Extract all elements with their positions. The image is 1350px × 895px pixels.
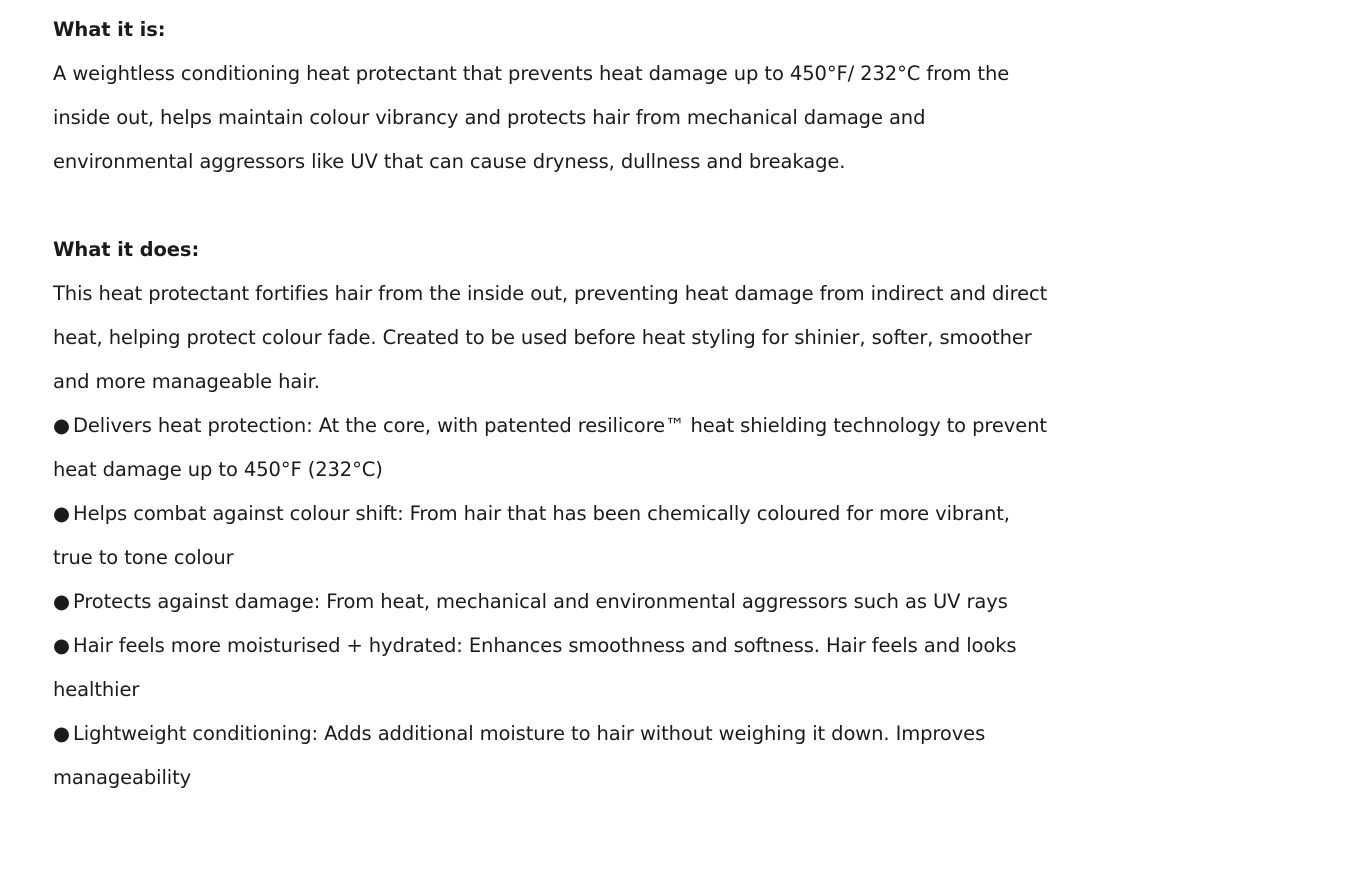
product-description — [53, 8, 1053, 800]
bullet-icon: ● — [53, 590, 70, 613]
section-spacer — [53, 184, 1053, 228]
what-it-is-heading: What it is: — [53, 18, 166, 41]
list-item-text: Lightweight conditioning: Adds additional moisture to hair without weighing it down. Improves manageability — [53, 722, 986, 789]
bullet-icon: ● — [53, 414, 70, 437]
list-item — [53, 580, 1053, 624]
benefits-list — [53, 404, 1053, 800]
list-item-text: Helps combat against colour shift: From hair that has been chemically coloured for more vibrant, true to tone colour — [53, 502, 1010, 569]
list-item — [53, 624, 1053, 712]
what-it-is-body: A weightless conditioning heat protectant that prevents heat damage up to 450°F/ 232°C from the inside out, helps maintain colour vibrancy and protects hair from mechanical damage and environmental aggressors like UV that can cause dryness, dullness and breakage. — [53, 62, 1010, 173]
list-item — [53, 404, 1053, 492]
list-item — [53, 492, 1053, 580]
what-it-does-heading: What it does: — [53, 238, 200, 261]
list-item-text: Delivers heat protection: At the core, with patented resilicore™ heat shielding technology to prevent heat damage up to 450°F (232°C) — [53, 414, 1047, 481]
bullet-icon: ● — [53, 634, 70, 657]
bullet-icon: ● — [53, 502, 70, 525]
list-item — [53, 712, 1053, 800]
bullet-icon: ● — [53, 722, 70, 745]
list-item-text: Hair feels more moisturised + hydrated: Enhances smoothness and softness. Hair feels and looks healthier — [53, 634, 1017, 701]
list-item-text: Protects against damage: From heat, mechanical and environmental aggressors such as UV rays — [73, 590, 1008, 613]
what-it-does-body: This heat protectant fortifies hair from the inside out, preventing heat damage from indirect and direct heat, helping protect colour fade. Created to be used before heat styling for shinier, softer, smoother and more manageable hair. — [53, 282, 1048, 393]
